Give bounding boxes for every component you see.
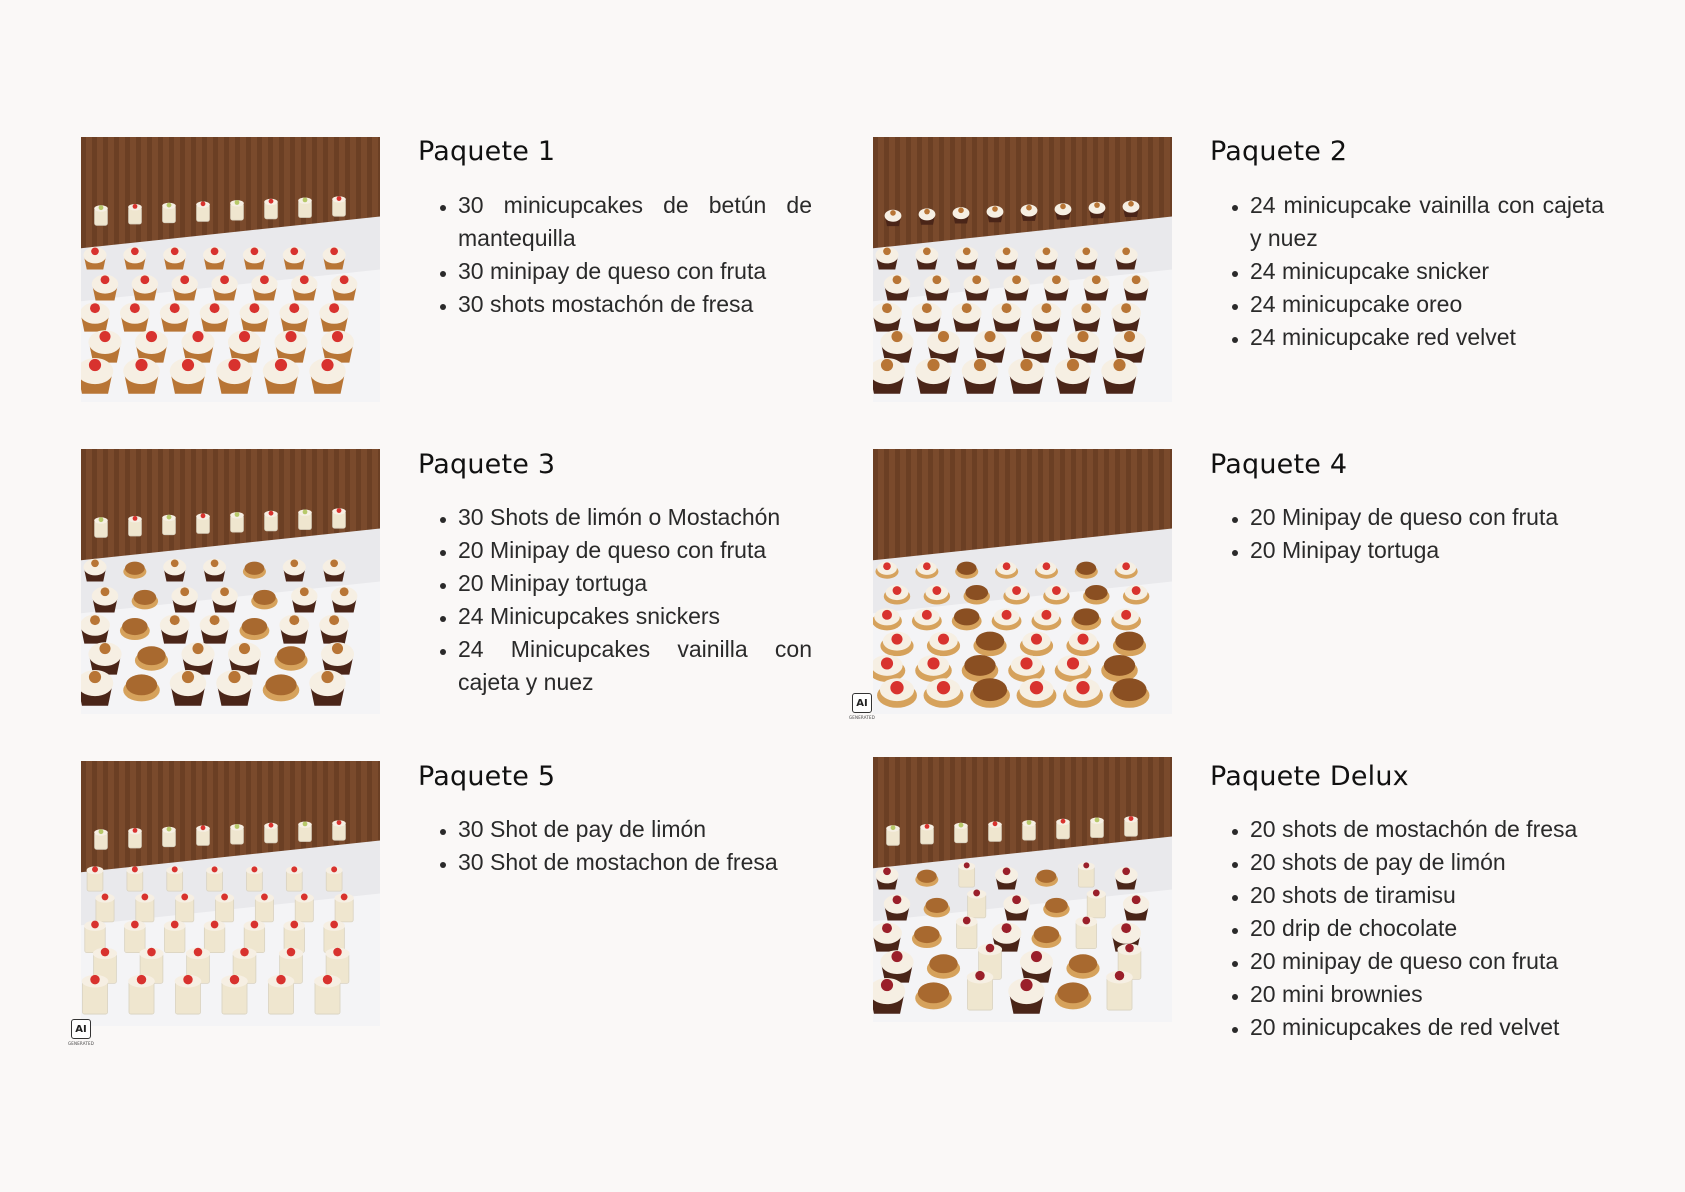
package-1-photo [81,137,380,402]
package-delux-photo [873,757,1172,1022]
list-item: • 20 shots de pay de limón [1250,846,1604,879]
dessert-photo-illustration [873,757,1172,1022]
list-item: • 24 minicupcake oreo [1250,288,1604,321]
package-2-photo [873,137,1172,402]
list-item: • 20 Minipay de queso con fruta [458,534,812,567]
list-item: • 20 Minipay de queso con fruta [1250,501,1604,534]
list-item: • 20 minicupcakes de red velvet [1250,1011,1604,1044]
list-item: • 24 minicupcake red velvet [1250,321,1604,354]
package-1-items [418,189,812,321]
ai-badge-caption: GENERATED [848,715,876,720]
dessert-photo-illustration [873,137,1172,402]
ai-generated-badge [847,693,877,727]
package-delux-title: Paquete Delux [1210,761,1409,792]
ai-chip-icon: AI [852,693,872,713]
list-item: • 30 shots mostachón de fresa [458,288,812,321]
package-3-title: Paquete 3 [418,449,556,480]
list-item: • 30 Shot de pay de limón [458,813,812,846]
package-5-title: Paquete 5 [418,761,556,792]
list-item: • 20 drip de chocolate [1250,912,1604,945]
list-item: • 20 shots de tiramisu [1250,879,1604,912]
package-5-photo [81,761,380,1026]
package-2-items [1210,189,1604,354]
ai-chip-icon: AI [71,1019,91,1039]
list-item: • 20 shots de mostachón de fresa [1250,813,1604,846]
list-item: • 20 minipay de queso con fruta [1250,945,1604,978]
ai-badge-caption: GENERATED [67,1041,95,1046]
list-item: • 30 minicupcakes de betún de mantequilla [458,189,812,255]
list-item: • 24 minicupcake snicker [1250,255,1604,288]
package-5-items [418,813,812,879]
package-4-photo [873,449,1172,714]
dessert-photo-illustration [81,137,380,402]
list-item: • 30 Shots de limón o Mostachón [458,501,812,534]
dessert-photo-illustration [81,761,380,1026]
package-delux-items [1210,813,1604,1044]
list-item: • 24 minicupcake vainilla con cajeta y nuez [1250,189,1604,255]
package-2-title: Paquete 2 [1210,136,1348,167]
package-3-photo [81,449,380,714]
list-item: • 24 Minicupcakes vainilla con cajeta y nuez [458,633,812,699]
package-1-title: Paquete 1 [418,136,556,167]
list-item: • 24 Minicupcakes snickers [458,600,812,633]
list-item: • 20 Minipay tortuga [1250,534,1604,567]
ai-generated-badge [66,1019,96,1053]
package-4-title: Paquete 4 [1210,449,1348,480]
dessert-photo-illustration [81,449,380,714]
package-4-items [1210,501,1604,567]
list-item: • 20 mini brownies [1250,978,1604,1011]
list-item: • 30 minipay de queso con fruta [458,255,812,288]
list-item: • 20 Minipay tortuga [458,567,812,600]
package-3-items [418,501,812,699]
dessert-photo-illustration [873,449,1172,714]
list-item: • 30 Shot de mostachon de fresa [458,846,812,879]
